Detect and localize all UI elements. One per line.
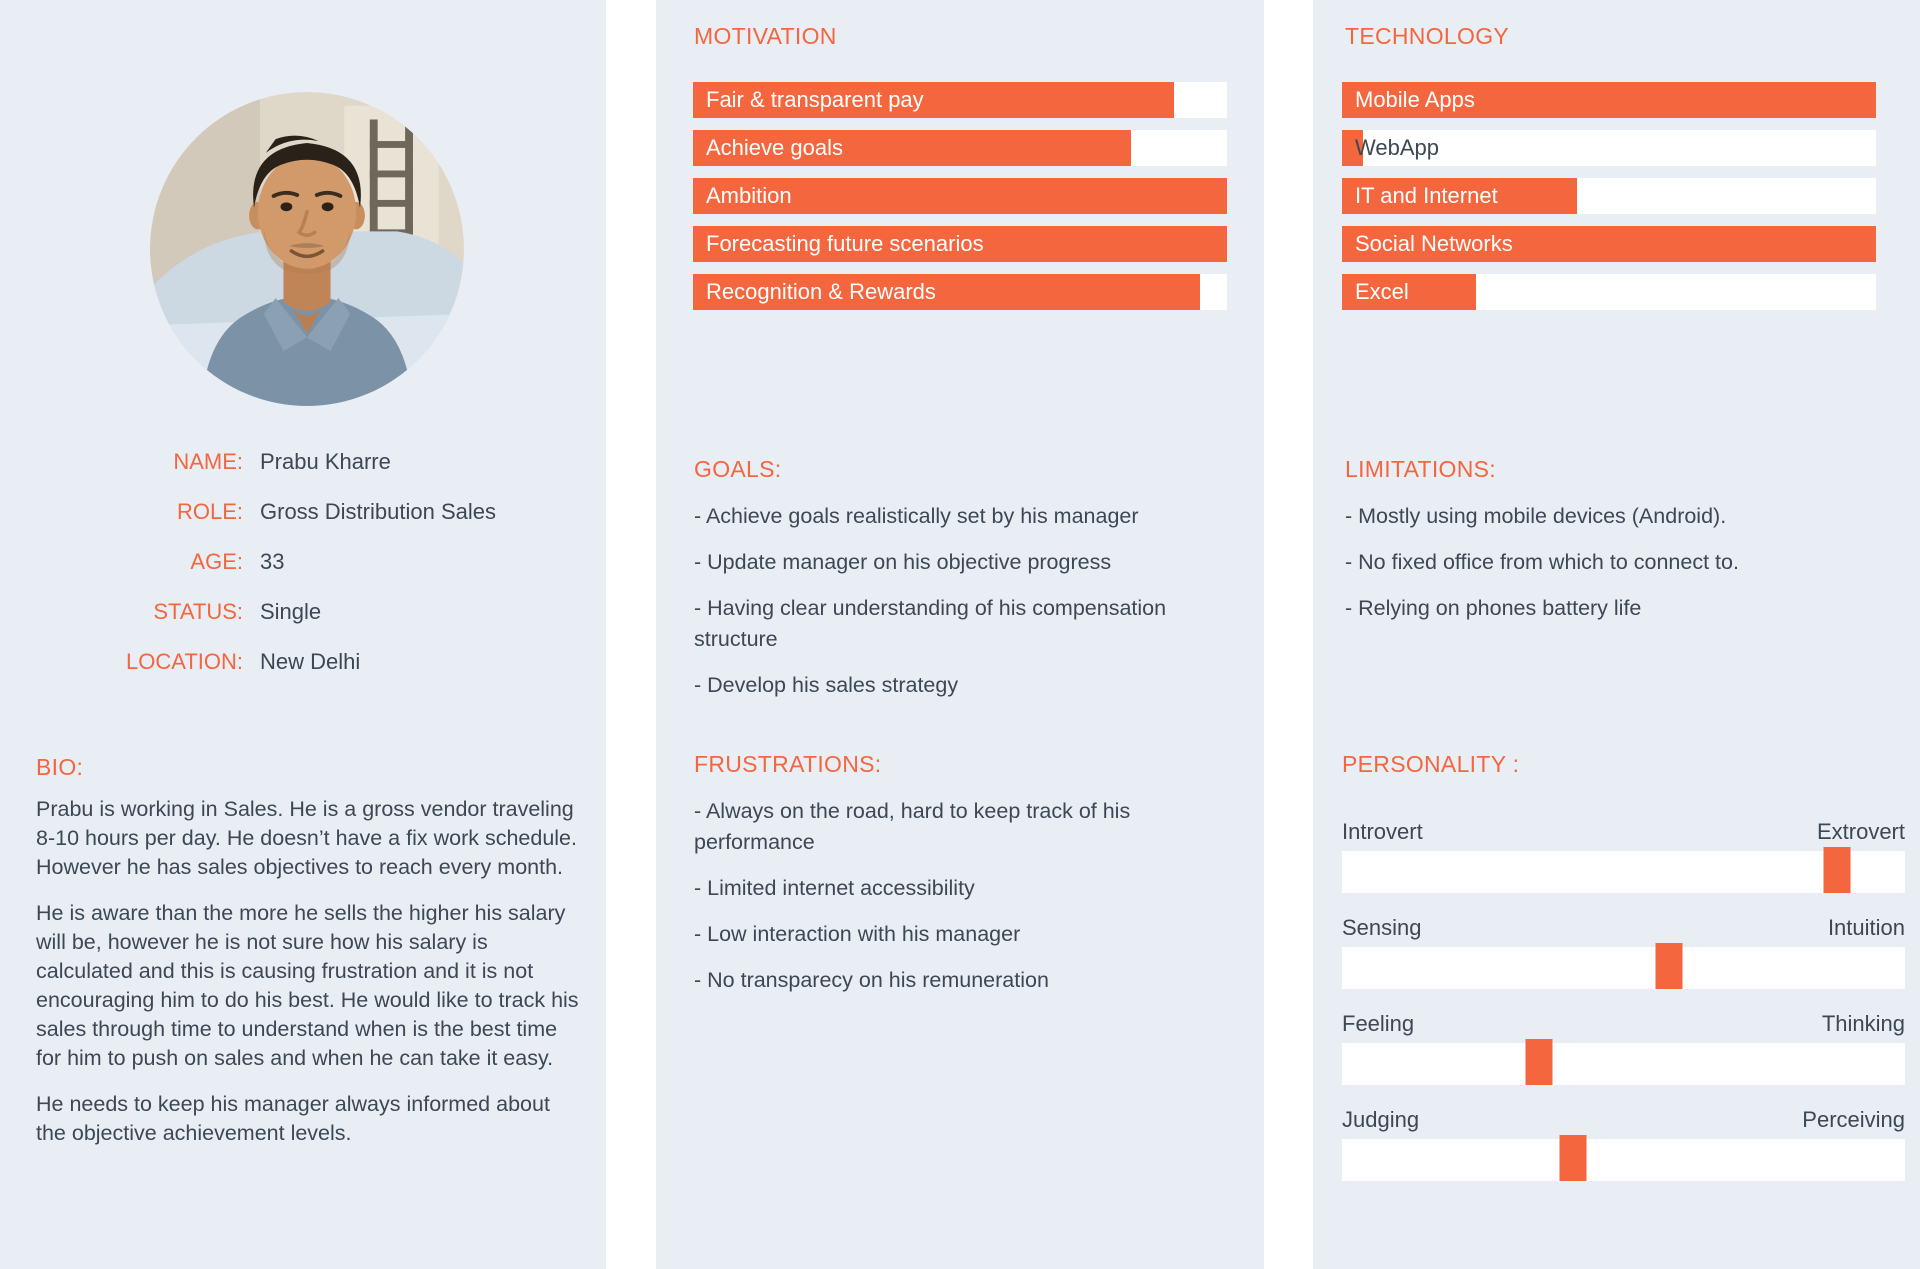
scale-marker <box>1824 847 1851 893</box>
scale-left-label: Introvert <box>1342 819 1423 844</box>
scale-labels <box>1342 914 1905 942</box>
bar-label: Excel <box>1355 279 1409 304</box>
profile-field-row <box>0 650 606 673</box>
technology-heading: TECHNOLOGY <box>1345 23 1510 49</box>
scale-right-label: Intuition <box>1827 915 1905 940</box>
motivation-column <box>656 0 1264 1269</box>
scale-labels <box>1342 1106 1905 1134</box>
bio-paragraphs <box>36 795 584 1148</box>
frustration-item: - Limited internet accessibility <box>694 876 975 900</box>
limitations-heading: LIMITATIONS: <box>1345 456 1496 482</box>
motivation-bar <box>693 226 1227 262</box>
personality-heading: PERSONALITY : <box>1342 751 1520 777</box>
portrait-illustration <box>150 92 464 406</box>
scale-track <box>1342 851 1905 893</box>
motivation-bar <box>693 130 1227 166</box>
profile-field-label: NAME: <box>173 449 243 474</box>
persona-photo <box>150 92 464 406</box>
bar-label: Social Networks <box>1355 231 1513 256</box>
profile-field-value: Prabu Kharre <box>260 449 391 474</box>
bar-label: Recognition & Rewards <box>706 279 936 304</box>
goal-item: - Having clear understanding of his compensation structure <box>694 596 1167 651</box>
bio-paragraph: He needs to keep his manager always informed about the objective achievement levels. <box>36 1092 550 1145</box>
limitations-section <box>1345 455 1905 639</box>
goal-item: - Achieve goals realistically set by his manager <box>694 504 1139 528</box>
technology-bar <box>1342 82 1876 118</box>
profile-fields <box>0 450 606 700</box>
goals-list <box>694 501 1250 701</box>
profile-field-value: New Delhi <box>260 649 361 674</box>
technology-bar <box>1342 274 1876 310</box>
limitation-item: - No fixed office from which to connect to. <box>1345 550 1739 574</box>
profile-field-label: LOCATION: <box>126 649 243 674</box>
personality-scale <box>1342 914 1905 989</box>
bar-label: Fair & transparent pay <box>706 87 924 112</box>
bio-heading: BIO: <box>36 754 84 780</box>
frustration-item: - Always on the road, hard to keep track of his performance <box>694 799 1131 854</box>
bar-label: Ambition <box>706 183 792 208</box>
scale-left-label: Judging <box>1342 1107 1420 1132</box>
motivation-heading: MOTIVATION <box>694 23 837 49</box>
profile-field-label: AGE: <box>190 549 243 574</box>
frustration-item: - No transparecy on his remuneration <box>694 968 1049 992</box>
personality-scale <box>1342 1106 1905 1181</box>
scale-right-label: Thinking <box>1821 1011 1905 1036</box>
profile-field-row <box>0 450 606 473</box>
personality-scale <box>1342 1010 1905 1085</box>
scale-left-label: Sensing <box>1342 915 1422 940</box>
technology-column <box>1313 0 1920 1269</box>
goals-section <box>694 455 1250 716</box>
profile-column <box>0 0 606 1269</box>
profile-field-label: ROLE: <box>176 499 243 524</box>
motivation-bar <box>693 178 1227 214</box>
limitations-list <box>1345 501 1905 624</box>
profile-field-value: Single <box>260 599 322 624</box>
profile-field-value: Gross Distribution Sales <box>260 499 496 524</box>
technology-bars <box>1342 82 1876 322</box>
scale-right-label: Perceiving <box>1802 1107 1905 1132</box>
scale-track <box>1342 1139 1905 1181</box>
personality-scale <box>1342 818 1905 893</box>
profile-field-row <box>0 500 606 523</box>
scale-track <box>1342 1043 1905 1085</box>
personality-scales <box>1342 818 1905 1181</box>
profile-field-row <box>0 550 606 573</box>
scale-right-label: Extrovert <box>1816 819 1905 844</box>
frustrations-heading: FRUSTRATIONS: <box>694 751 882 777</box>
motivation-bar <box>693 82 1227 118</box>
profile-field-row <box>0 600 606 623</box>
bio-paragraph: He is aware than the more he sells the higher his salary will be, however he is not sure how his salary is calculated and this is causing frustration and it is not encouraging him to do his best. He would like to track his sales through time to understand when is the best time for him to push on sales and when he can take it easy. <box>36 901 579 1070</box>
bar-label: WebApp <box>1355 135 1439 160</box>
goal-item: - Develop his sales strategy <box>694 673 959 697</box>
scale-marker <box>1655 943 1682 989</box>
bar-label: IT and Internet <box>1355 183 1498 208</box>
goal-item: - Update manager on his objective progress <box>694 550 1112 574</box>
bar-label: Mobile Apps <box>1355 87 1475 112</box>
profile-field-label: STATUS: <box>153 599 243 624</box>
personality-section <box>1342 750 1905 1202</box>
frustration-item: - Low interaction with his manager <box>694 922 1021 946</box>
scale-marker <box>1559 1135 1586 1181</box>
motivation-bars <box>693 82 1227 322</box>
motivation-bar <box>693 274 1227 310</box>
scale-track <box>1342 947 1905 989</box>
scale-labels <box>1342 1010 1905 1038</box>
frustrations-list <box>694 796 1250 996</box>
scale-labels <box>1342 818 1905 846</box>
bio-paragraph: Prabu is working in Sales. He is a gross vendor traveling 8-10 hours per day. He doesn’t have a fix work schedule. However he has sales objectives to reach every month. <box>36 797 577 879</box>
scale-marker <box>1526 1039 1553 1085</box>
limitation-item: - Mostly using mobile devices (Android). <box>1345 504 1727 528</box>
profile-field-value: 33 <box>260 549 285 574</box>
goals-heading: GOALS: <box>694 456 782 482</box>
scale-left-label: Feeling <box>1342 1011 1415 1036</box>
technology-bar <box>1342 130 1876 166</box>
bar-label: Achieve goals <box>706 135 843 160</box>
frustrations-section <box>694 750 1250 1011</box>
technology-bar <box>1342 178 1876 214</box>
technology-bar <box>1342 226 1876 262</box>
limitation-item: - Relying on phones battery life <box>1345 596 1642 620</box>
bio-section <box>36 753 584 1165</box>
bar-label: Forecasting future scenarios <box>706 231 984 256</box>
